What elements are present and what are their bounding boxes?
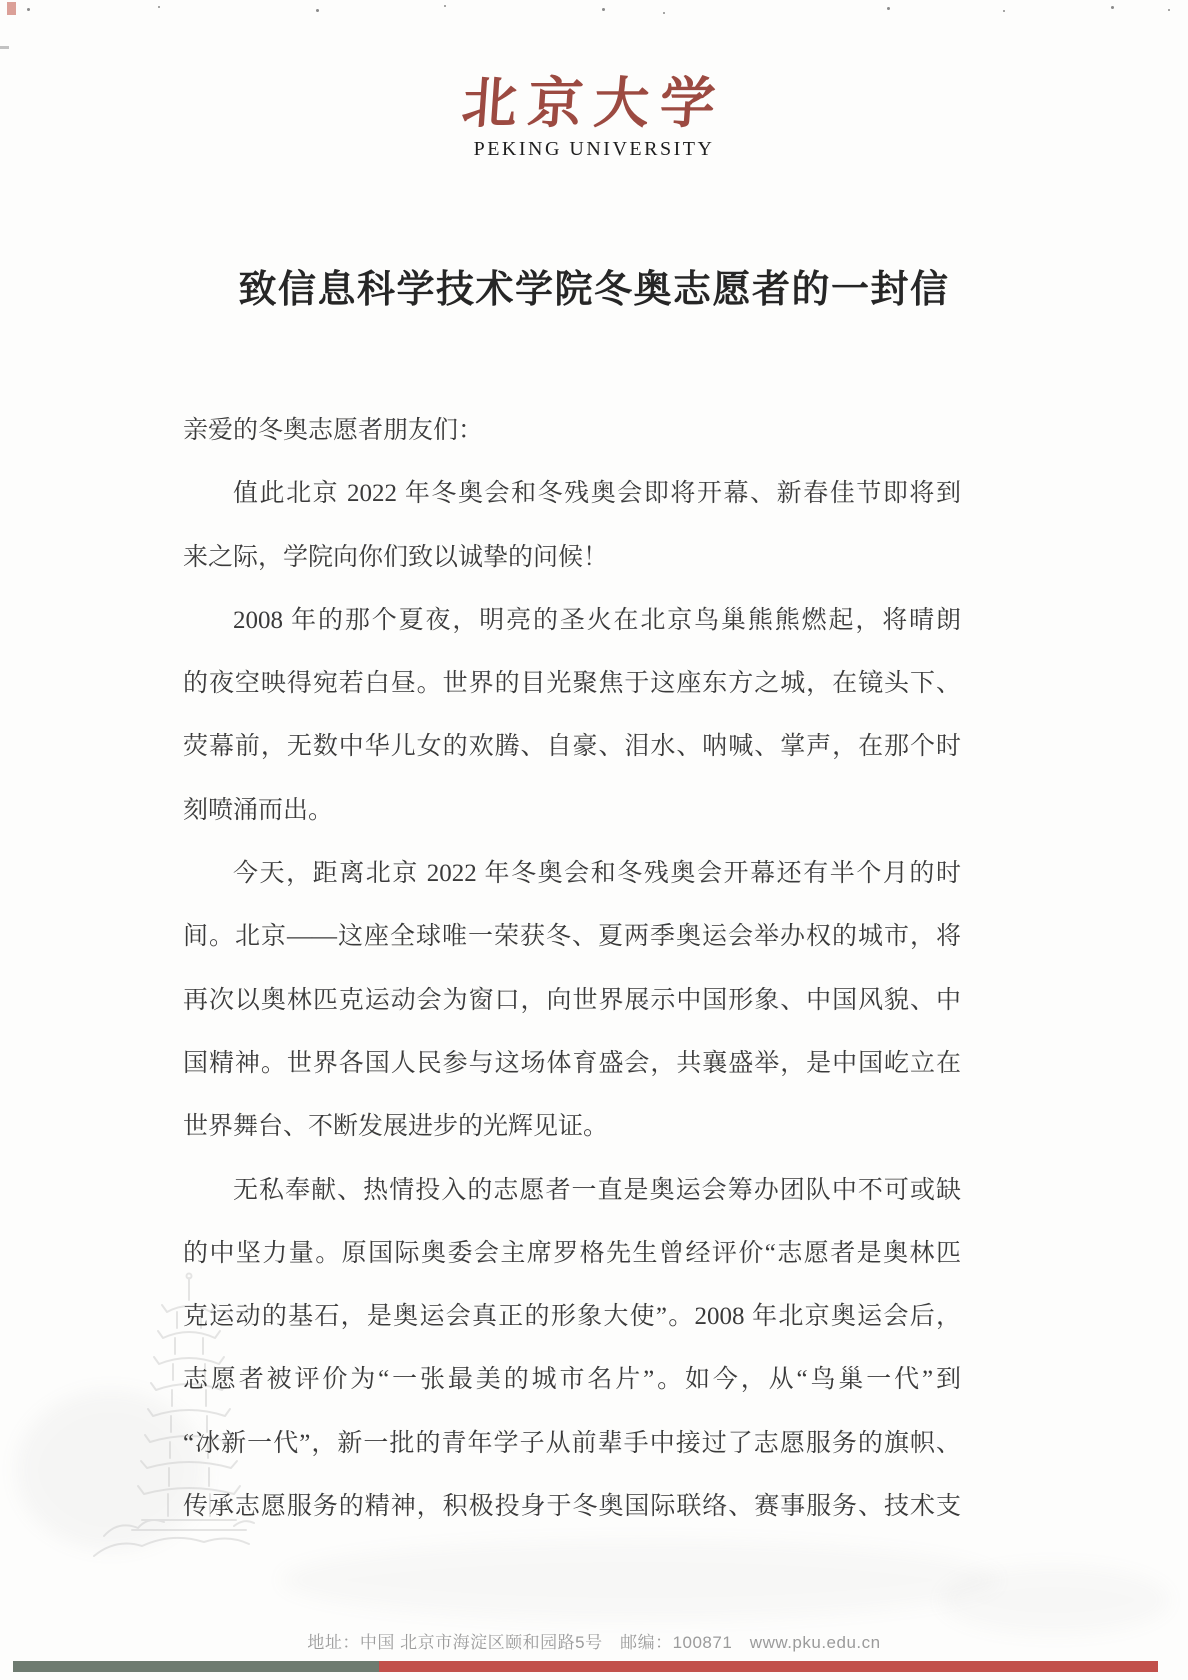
footer-bar-left-segment: [13, 1661, 379, 1672]
scan-dot: [1168, 9, 1170, 11]
letter-line: 无私奉献、热情投入的志愿者一直是奥运会筹办团队中不可或缺: [233, 1176, 961, 1204]
scan-dot: [663, 12, 665, 14]
scan-artifact-tick: [0, 46, 9, 49]
letter-line: 的夜空映得宛若白昼。世界的目光聚焦于这座东方之城，在镜头下、: [183, 670, 961, 698]
letter-line: 世界舞台、不断发展进步的光辉见证。: [183, 1113, 609, 1141]
scan-dot: [316, 9, 319, 12]
scan-dot: [602, 8, 605, 11]
watermark-mist: [280, 1540, 1000, 1620]
letter-line: 刻喷涌而出。: [183, 796, 334, 824]
letter-line: 间。北京——这座全球唯一荣获冬、夏两季奥运会举办权的城市，将: [183, 923, 961, 951]
footer-bar-right-segment: [379, 1661, 1158, 1672]
letter-line: 来之际，学院向你们致以诚挚的问候！: [183, 543, 609, 571]
scan-artifact-red: [7, 2, 16, 15]
letter-line: 国精神。世界各国人民参与这场体育盛会，共襄盛举，是中国屹立在: [183, 1049, 961, 1077]
letter-line: 克运动的基石，是奥运会真正的形象大使”。2008 年北京奥运会后，: [183, 1303, 961, 1331]
scan-dot: [444, 5, 446, 7]
scan-dot: [1111, 6, 1114, 9]
logo-en-wordmark: PEKING UNIVERSITY: [473, 138, 715, 160]
watermark-mist: [940, 1565, 1170, 1635]
letter-line: “冰新一代”，新一批的青年学子从前辈手中接过了志愿服务的旗帜、: [183, 1429, 961, 1457]
scan-dot: [887, 7, 890, 10]
logo-cn-calligraphy: 北京大学: [459, 73, 729, 134]
letter-line: 今天，距离北京 2022 年冬奥会和冬残奥会开幕还有半个月的时: [233, 860, 961, 888]
letter-line: 再次以奥林匹克运动会为窗口，向世界展示中国形象、中国风貌、中: [183, 986, 961, 1014]
letter-line: 值此北京 2022 年冬奥会和冬残奥会即将开幕、新春佳节即将到: [233, 480, 961, 508]
letter-title: 致信息科学技术学院冬奥志愿者的一封信: [238, 269, 950, 311]
scan-dot: [158, 6, 160, 8]
letter-line: 的中坚力量。原国际奥委会主席罗格先生曾经评价“志愿者是奥林匹: [183, 1239, 961, 1267]
footer-address: 地址：中国 北京市海淀区颐和园路5号 邮编：100871 www.pku.edu.cn: [307, 1633, 881, 1652]
university-logo: [0, 73, 1188, 161]
scan-dot: [1003, 10, 1005, 12]
letter-line: 荧幕前，无数中华儿女的欢腾、自豪、泪水、呐喊、掌声，在那个时: [183, 733, 961, 761]
letter-line: 志愿者被评价为“一张最美的城市名片”。如今，从“鸟巢一代”到: [183, 1366, 961, 1394]
scan-dot: [27, 8, 30, 11]
letter-line: 传承志愿服务的精神，积极投身于冬奥国际联络、赛事服务、技术支: [183, 1493, 961, 1521]
letter-salutation: 亲爱的冬奥志愿者朋友们：: [183, 417, 484, 444]
letter-line: 2008 年的那个夏夜，明亮的圣火在北京鸟巢熊熊燃起，将晴朗: [233, 606, 961, 634]
letter-body-lines: [183, 462, 961, 1538]
letter-body: [183, 399, 961, 1538]
